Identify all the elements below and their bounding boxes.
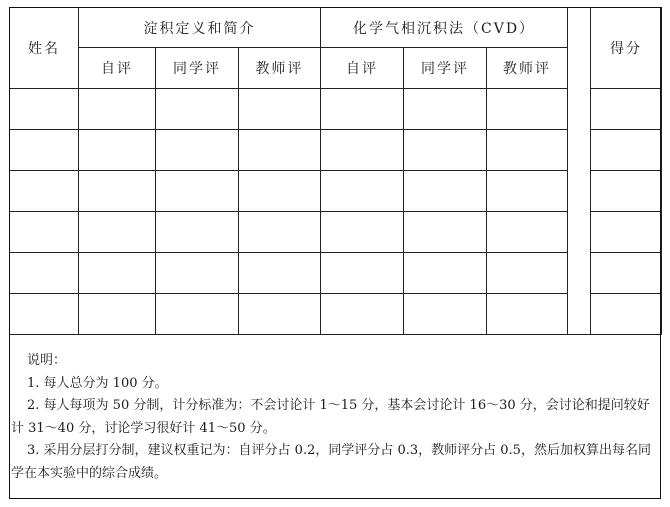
subheader-self-1: 自评: [79, 48, 156, 89]
subheader-peer-2: 同学评: [404, 48, 487, 89]
note-item-1: 1. 每人总分为 100 分。: [27, 375, 168, 391]
header-group-cvd: 化学气相沉积法（CVD）: [321, 8, 568, 48]
note-item-3: 3. 采用分层打分制，建议权重记为：自评分占 0.2，同学评分占 0.3，教师评分占 0.5，然后加权算出每名同学在本实验中的综合成绩。: [11, 443, 651, 481]
header-group-deposition: 淀积定义和简介: [79, 8, 321, 48]
subheader-self-2: 自评: [321, 48, 404, 89]
subheader-teacher-1: 教师评: [239, 48, 321, 89]
outer-frame: [9, 7, 661, 499]
notes-title: 说明：: [27, 353, 67, 368]
header-name: 姓名: [10, 8, 79, 89]
subheader-peer-1: 同学评: [156, 48, 239, 89]
note-item-2: 2. 每人每项为 50 分制，计分标准为：不会讨论计 1～15 分，基本会讨论计 16～30 分，会讨论和提问较好计 31～40 分，讨论学习很好计 41～50 分。: [11, 398, 650, 436]
subheader-teacher-2: 教师评: [487, 48, 568, 89]
header-score: 得分: [591, 8, 662, 89]
